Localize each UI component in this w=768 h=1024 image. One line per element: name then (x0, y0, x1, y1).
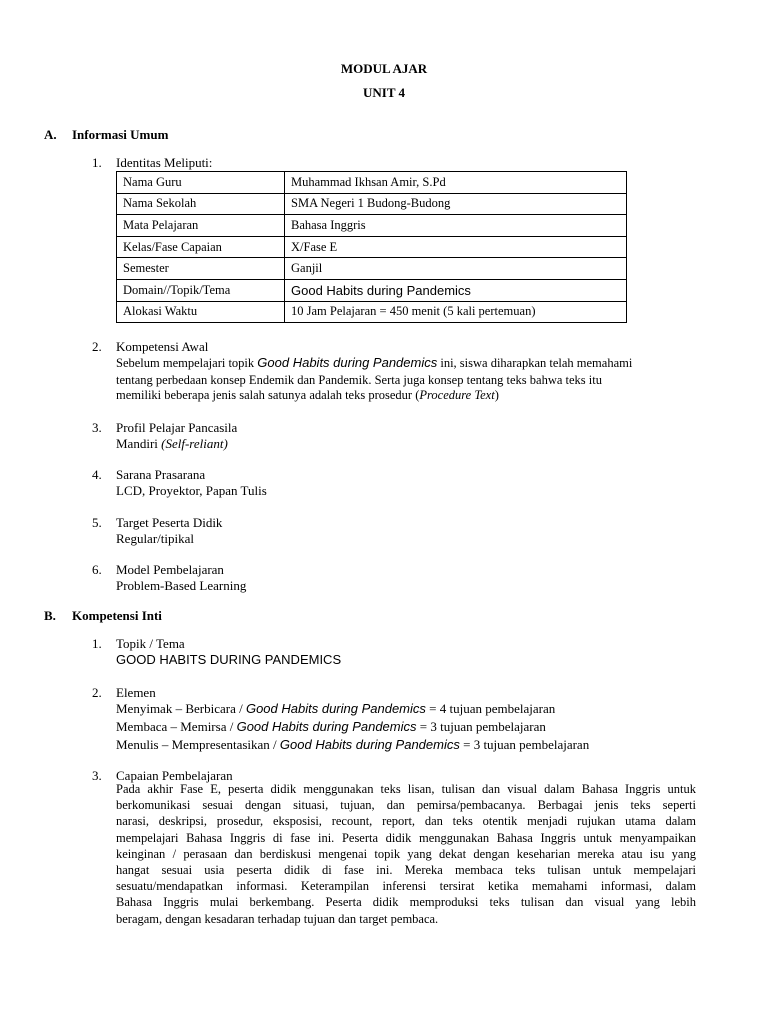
procedure-text-emphasis: Procedure Text (419, 388, 495, 402)
item-number: 4. (92, 467, 102, 482)
sarana-label: Sarana Prasarana (116, 467, 206, 482)
kompetensi-awal-line-1 (116, 355, 632, 371)
text-run: Mandiri (116, 436, 162, 451)
topic-emphasis: Good Habits during Pandemics (236, 719, 417, 734)
elemen-row (116, 737, 589, 753)
item-number: 3. (92, 768, 102, 783)
table-key: Alokasi Waktu (117, 301, 285, 323)
target-value: Regular/tipikal (116, 531, 194, 546)
elemen-row (116, 719, 546, 735)
identity-table (116, 171, 627, 323)
topik-label: Topik / Tema (116, 636, 185, 651)
table-value: 10 Jam Pelajaran = 450 menit (5 kali pertemuan) (285, 301, 627, 323)
capaian-label: Capaian Pembelajaran (116, 768, 233, 783)
table-row (117, 301, 627, 323)
paragraph-line: mempelajari Bahasa Inggris di fase ini. Peserta didik menggunakan Bahasa Inggris untuk menyampaikan (116, 830, 696, 845)
text-run: Menyimak – Berbicara / (116, 701, 246, 716)
document-subtitle: UNIT 4 (362, 85, 406, 100)
item-number: 5. (92, 515, 102, 530)
table-row (117, 193, 627, 215)
self-reliant-emphasis: (Self-reliant) (161, 436, 228, 451)
elemen-label: Elemen (116, 685, 156, 700)
item-number: 6. (92, 562, 102, 577)
table-value: X/Fase E (285, 236, 627, 258)
topic-emphasis: Good Habits during Pandemics (279, 737, 460, 752)
text-run: = 3 tujuan pembelajaran (416, 719, 546, 734)
table-row (117, 258, 627, 280)
paragraph-line: narasi, deskripsi, prosedur, eksposisi, recount, report, dan teks otentik menjadi rujukan utama dalam (116, 814, 696, 829)
capaian-paragraph (116, 781, 696, 927)
table-value: SMA Negeri 1 Budong-Budong (285, 193, 627, 215)
text-run: memiliki beberapa jenis salah satunya adalah teks prosedur ( (116, 388, 420, 402)
text-run: Menulis – Mempresentasikan / (116, 737, 280, 752)
table-row (117, 279, 627, 301)
section-b-title: Kompetensi Inti (72, 608, 162, 623)
paragraph-line: beragam, dengan kesadaran terhadap tujuan dan target pembaca. (116, 911, 439, 926)
profil-pelajar-value (116, 436, 228, 452)
table-key: Nama Sekolah (117, 193, 285, 215)
topic-emphasis: Good Habits during Pandemics (245, 701, 426, 716)
item-number: 1. (92, 155, 102, 170)
item-number: 1. (92, 636, 102, 651)
topic-emphasis: Good Habits during Pandemics (257, 355, 438, 370)
text-run: Sebelum mempelajari topik (116, 356, 258, 370)
topik-value: GOOD HABITS DURING PANDEMICS (116, 652, 342, 667)
text-run: = 4 tujuan pembelajaran (425, 701, 556, 716)
model-label: Model Pembelajaran (116, 562, 224, 577)
text-run: Membaca – Memirsa / (116, 719, 237, 734)
profil-pelajar-label: Profil Pelajar Pancasila (116, 420, 238, 435)
kompetensi-awal-label: Kompetensi Awal (116, 339, 209, 354)
table-value: Muhammad Ikhsan Amir, S.Pd (285, 172, 627, 194)
table-key: Kelas/Fase Capaian (117, 236, 285, 258)
section-a-title: Informasi Umum (72, 127, 169, 142)
table-value: Bahasa Inggris (285, 215, 627, 237)
paragraph-line: keinginan / perasaan dan berdiskusi mengenai topik yang dekat dengan keseharian mereka atau isu yang (116, 846, 696, 861)
text-run: ini, siswa diharapkan telah memahami (437, 356, 633, 370)
kompetensi-awal-line-2: tentang perbedaan konsep Endemik dan Pandemik. Serta juga konsep tentang teks bahwa teks itu (116, 373, 602, 387)
paragraph-line: sesuatu/mendapatkan informasi. Keterampilan inferensi tersirat ketika memahami informasi, dalam (116, 879, 696, 894)
table-row (117, 215, 627, 237)
table-key: Domain//Topik/Tema (117, 279, 285, 301)
table-value: Ganjil (285, 258, 627, 280)
table-key: Nama Guru (117, 172, 285, 194)
table-row (117, 172, 627, 194)
text-run: = 3 tujuan pembelajaran (459, 737, 590, 752)
section-b-letter: B. (44, 608, 56, 623)
item-number: 3. (92, 420, 102, 435)
item-number: 2. (92, 685, 102, 700)
paragraph-line: hangat sesuai usia peserta didik di fase ini. Mereka membaca teks tulisan untuk mempelajari (116, 863, 696, 878)
table-key: Mata Pelajaran (117, 215, 285, 237)
target-label: Target Peserta Didik (116, 515, 223, 530)
table-key: Semester (117, 258, 285, 280)
section-a-letter: A. (44, 127, 57, 142)
document-title: MODUL AJAR (340, 61, 428, 76)
table-value: Good Habits during Pandemics (285, 279, 627, 301)
kompetensi-awal-line-3 (116, 388, 499, 403)
paragraph-line: Pada akhir Fase E, peserta didik menggunakan teks lisan, tulisan dan visual dalam Bahasa Inggris untuk (116, 782, 696, 796)
elemen-row (116, 701, 555, 717)
text-run: ) (494, 388, 499, 402)
identitas-label: Identitas Meliputi: (116, 155, 213, 170)
model-value: Problem-Based Learning (116, 578, 247, 593)
paragraph-line: berkomunikasi sesuai dengan situasi, tujuan, dan pemirsa/pembacanya. Berbagai jenis teks seperti (116, 798, 696, 813)
table-row (117, 236, 627, 258)
sarana-value: LCD, Proyektor, Papan Tulis (116, 483, 267, 498)
paragraph-line: Bahasa Inggris mulai berkembang. Peserta didik memproduksi teks tulisan dan visual yang lebih (116, 895, 696, 910)
item-number: 2. (92, 339, 102, 354)
